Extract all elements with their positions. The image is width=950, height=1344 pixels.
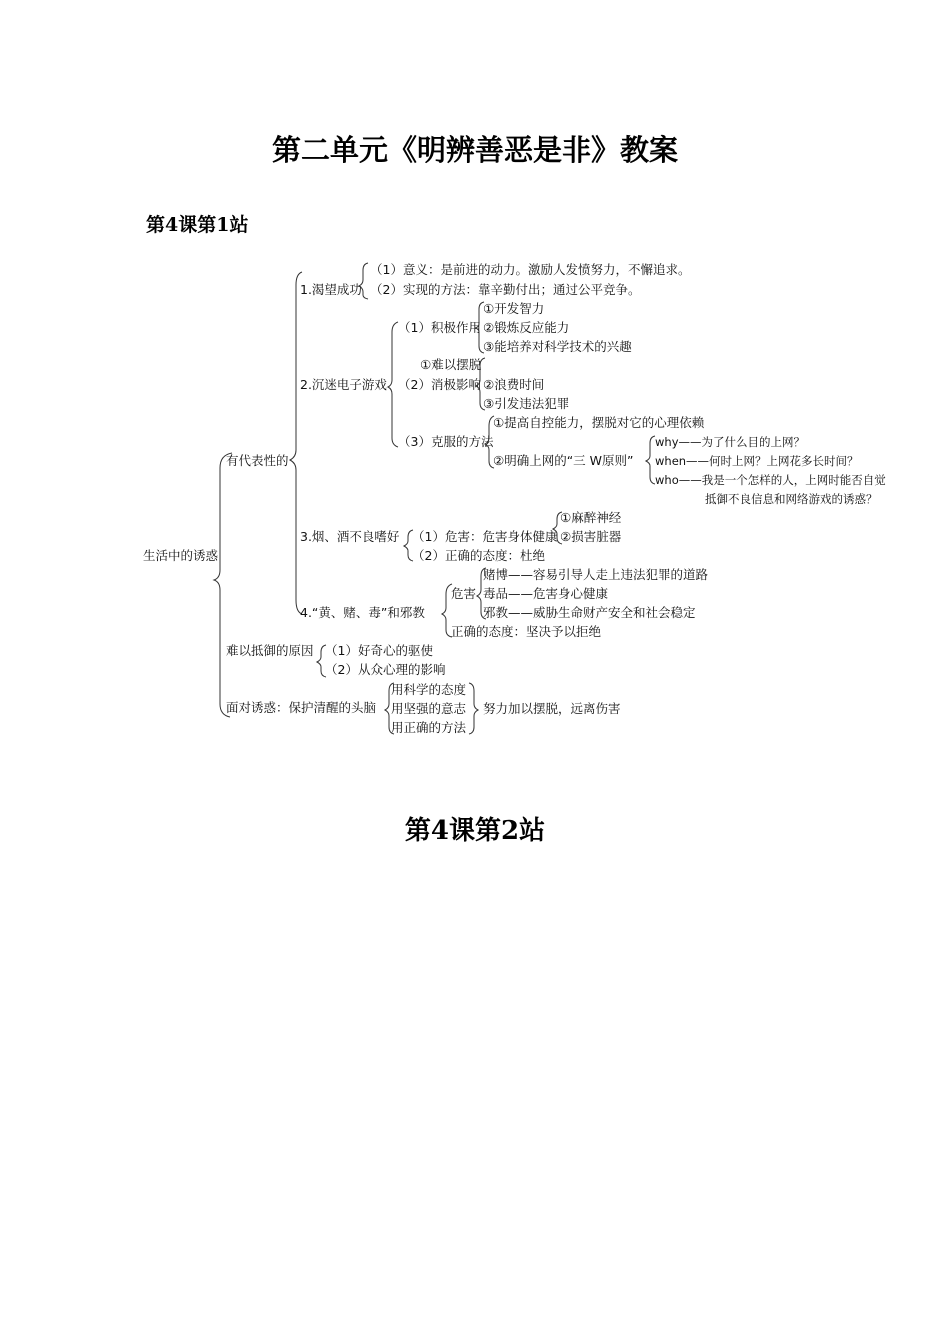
- reason-item-1: （1）好奇心的驱使: [325, 643, 433, 658]
- w-item-who-cont: 抵御不良信息和网络游戏的诱惑？: [705, 492, 878, 506]
- w-item-who: who——我是一个怎样的人，上网时能否自觉: [655, 473, 886, 487]
- root-brace: [214, 453, 232, 717]
- node-3-label: 3.烟、酒不良嗜好: [300, 529, 400, 544]
- node-2-brace: [388, 322, 398, 447]
- reason-item-2: （2）从众心理的影响: [325, 662, 446, 677]
- facing-item-1: 用科学的态度: [391, 682, 467, 697]
- positive-item-2: ②锻炼反应能力: [483, 320, 570, 335]
- negative-item-3: ③引发违法犯罪: [483, 396, 570, 411]
- positive-item-3: ③能培养对科学技术的兴趣: [483, 339, 632, 354]
- facing-result-brace: [469, 683, 478, 734]
- three-w-brace: [646, 436, 655, 484]
- representative-brace: [290, 272, 302, 614]
- node-4-harm-item-3: 邪教——威胁生命财产安全和社会稳定: [483, 605, 696, 620]
- mindmap-root: 生活中的诱惑: [143, 548, 219, 563]
- negative-item-2: ②浪费时间: [483, 377, 545, 392]
- reasons-label: 难以抵御的原因: [226, 643, 314, 658]
- node-1-meaning: （1）意义：是前进的动力。激励人发愤努力，不懈追求。: [370, 262, 691, 277]
- representative-label: 有代表性的: [226, 453, 289, 468]
- negative-item-1: ①难以摆脱: [420, 357, 482, 372]
- section-heading-1: 第4课第1站: [146, 214, 249, 236]
- node-3-harm-item-1: ①麻醉神经: [560, 510, 622, 525]
- node-1-label: 1.渴望成功: [300, 282, 362, 297]
- node-4-harm-item-2: 毒品——危害身心健康: [483, 586, 609, 601]
- facing-item-2: 用坚强的意志: [391, 701, 467, 716]
- overcome-item-2: ②明确上网的“三 W原则”: [493, 453, 634, 468]
- document-title: 第二单元《明辨善恶是非》教案: [271, 133, 678, 167]
- negative-label: （2）消极影响: [398, 377, 481, 392]
- overcome-label: （3）克服的方法: [398, 434, 494, 449]
- node-4-harm-label: 危害: [451, 586, 477, 601]
- facing-result: 努力加以摆脱，远离伤害: [483, 701, 621, 716]
- node-4-harm-item-1: 赌博——容易引导人走上违法犯罪的道路: [483, 567, 709, 582]
- node-1-method: （2）实现的方法：靠辛勤付出；通过公平竞争。: [370, 282, 641, 297]
- node-2-label: 2.沉迷电子游戏: [300, 377, 387, 392]
- node-4-label: 4.“黄、赌、毒”和邪教: [300, 605, 425, 620]
- overcome-item-1: ①提高自控能力，摆脱对它的心理依赖: [493, 415, 705, 430]
- positive-label: （1）积极作用: [398, 320, 481, 335]
- section-heading-2: 第4课第2站: [404, 816, 546, 846]
- w-item-when: when——何时上网？上网花多长时间？: [655, 454, 859, 468]
- facing-item-3: 用正确的方法: [391, 720, 467, 735]
- facing-label: 面对诱惑：保护清醒的头脑: [226, 700, 377, 715]
- node-3-attitude: （2）正确的态度：杜绝: [412, 548, 545, 563]
- positive-item-1: ①开发智力: [483, 301, 545, 316]
- node-4-attitude: 正确的态度：坚决予以拒绝: [451, 624, 602, 639]
- w-item-why: why——为了什么目的上网？: [655, 435, 805, 449]
- node-3-harm: （1）危害：危害身体健康: [412, 529, 558, 544]
- node-3-harm-item-2: ②损害脏器: [560, 529, 622, 544]
